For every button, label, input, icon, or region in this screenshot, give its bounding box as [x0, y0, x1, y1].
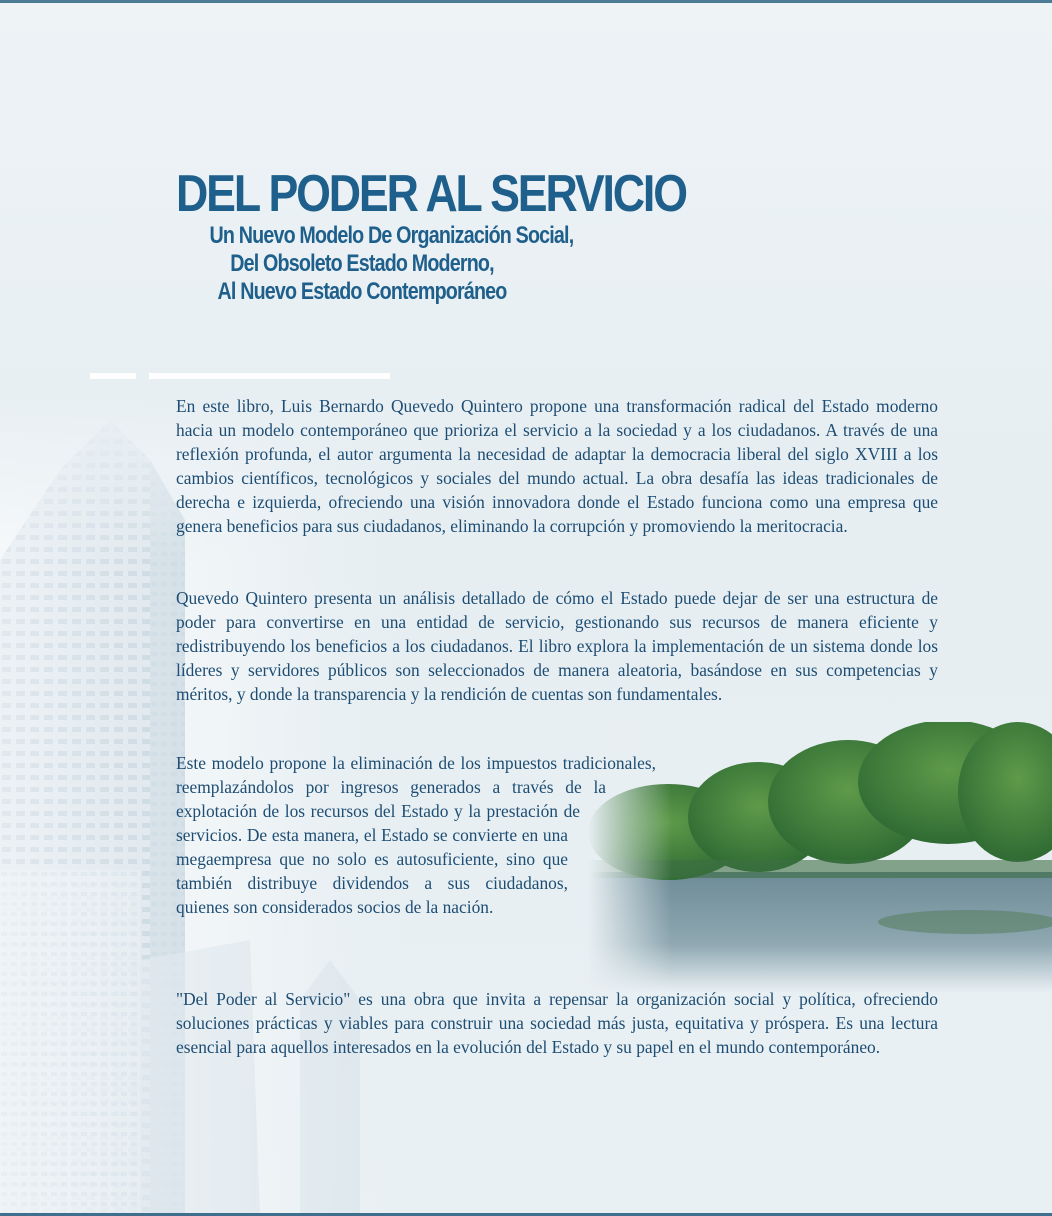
paragraph-conclusion: "Del Poder al Servicio" es una obra que invita a repensar la organización social y política, ofreciendo soluciones prácticas y viables para construir una sociedad más justa, equitativa y próspera. Es una lectura esencial para aquellos interesados en la evolución del Estado y su papel en el mundo contemporáneo.	[176, 989, 938, 1057]
subtitle-line: Al Nuevo Estado Contemporáneo	[217, 278, 507, 305]
paragraph-line: quienes son considerados socios de la nación.	[176, 897, 494, 917]
divider	[149, 373, 390, 379]
book-subtitle	[176, 222, 574, 306]
paragraph-line: también distribuye dividendos a sus ciudadanos,	[176, 873, 568, 893]
paragraph-line: Este modelo propone la eliminación de los impuestos tradicionales,	[176, 753, 656, 773]
forest-lake-image	[588, 722, 1052, 992]
paragraph-line: megaempresa que no solo es autosuficiente, sino que	[176, 849, 568, 869]
book-title: DEL PODER AL SERVICIO	[176, 165, 686, 223]
divider	[90, 373, 136, 379]
paragraph-intro: En este libro, Luis Bernardo Quevedo Quintero propone una transformación radical del Estado moderno hacia un modelo contemporáneo que prioriza el servicio a la sociedad y a los ciudadanos. A través de una reflexión profunda, el autor argumenta la necesidad de adaptar la democracia liberal del siglo XVIII a los cambios científicos, tecnológicos y sociales del mundo actual. La obra desafía las ideas tradicionales de derecha e izquierda, ofreciendo una visión innovadora donde el Estado funciona como una empresa que genera beneficios para sus ciudadanos, eliminando la corrupción y promoviendo la meritocracia.	[176, 396, 938, 536]
subtitle-line: Un Nuevo Modelo De Organización Social,	[209, 222, 574, 249]
paragraph-model	[176, 751, 656, 919]
paragraph-line: servicios. De esta manera, el Estado se convierte en una	[176, 825, 568, 845]
paragraph-analysis: Quevedo Quintero presenta un análisis detallado de cómo el Estado puede dejar de ser una estructura de poder para convertirse en una entidad de servicio, gestionando sus recursos de manera eficiente y redistribuyendo los beneficios a los ciudadanos. El libro explora la implementación de un sistema donde los líderes y servidores públicos son seleccionados de manera aleatoria, basándose en sus competencias y méritos, y donde la transparencia y la rendición de cuentas son fundamentales.	[176, 588, 938, 704]
subtitle-line: Del Obsoleto Estado Moderno,	[230, 250, 494, 277]
title-block	[176, 165, 686, 306]
paragraph-line: explotación de los recursos del Estado y la prestación de	[176, 801, 580, 821]
top-border	[0, 0, 1052, 3]
paragraph-line: reemplazándolos por ingresos generados a través de la	[176, 777, 606, 797]
